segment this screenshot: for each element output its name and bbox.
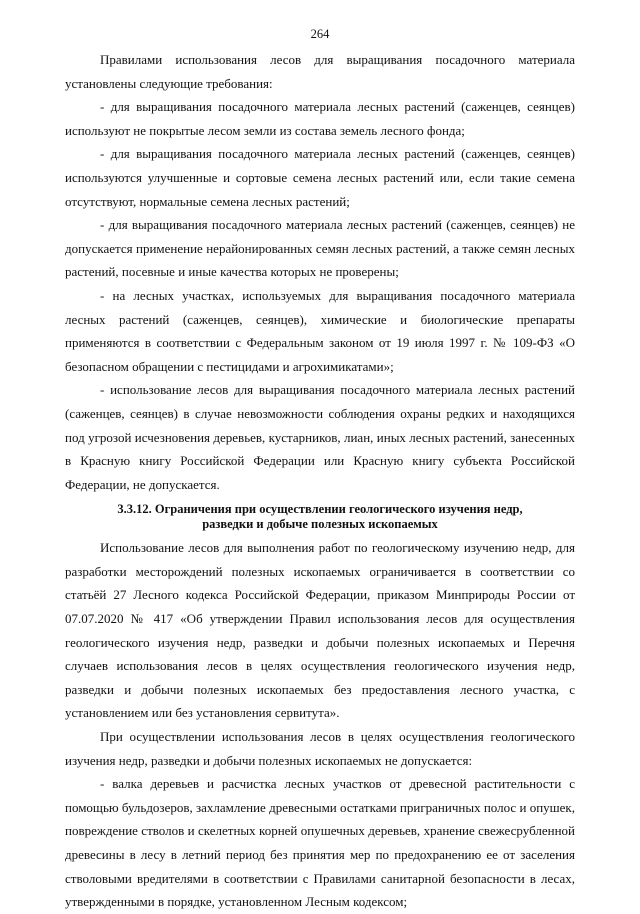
section-heading — [65, 502, 575, 532]
section-paragraph-1: Использование лесов для выполнения работ по геологическому изучению недр, для разработки месторождений полезных ископаемых ограничивается в соответствии со статьёй 27 Лесного кодекса Российской Федерации, приказом Минприроды России от 07.07.2020 № 417 «Об утверждении Правил использования лесов для осуществления геологического изучения недр, разведки и добычи полезных ископаемых и Перечня случаев использования лесов в целях осуществления геологического изучения недр, разведки и добычи полезных ископаемых без предоставления лесного участка, с установлением или без установления сервитута». — [65, 540, 575, 721]
section-heading-line-2: разведки и добыче полезных ископаемых — [202, 517, 438, 532]
requirement-item-3: - для выращивания посадочного материала лесных растений (саженцев, сеянцев) не допускается применение нерайонированных семян лесных растений, а также семян лесных растений, посевные и иные качества которых не проверены; — [65, 217, 575, 280]
section-heading-line-1: 3.3.12. Ограничения при осуществлении геологического изучения недр, — [117, 502, 523, 517]
requirement-item-2: - для выращивания посадочного материала лесных растений (саженцев, сеянцев) используются улучшенные и сортовые семена лесных растений или, если такие семена отсутствуют, нормальные семена лесных растений; — [65, 146, 575, 209]
requirement-item-4: - на лесных участках, используемых для выращивания посадочного материала лесных растений (саженцев, сеянцев), химические и биологические препараты применяются в соответствии с Федеральным законом от 19 июля 1997 г. № 109-ФЗ «О безопасном обращении с пестицидами и агрохимикатами»; — [65, 287, 575, 374]
section-paragraph-2: При осуществлении использования лесов в целях осуществления геологического изучения недр, разведки и добычи полезных ископаемых не допускается: — [65, 729, 575, 768]
restriction-item-1: - валка деревьев и расчистка лесных участков от древесной растительности с помощью бульдозеров, захламление древесными остатками приграничных полос и опушек, повреждение стволов и скелетных корней опушечных деревьев, хранение свежесрубленной древесины в лесу в летний период без принятия мер по предохранению ее от заселения стволовыми вредителями в соответствии с Правилами санитарной безопасности в лесах, утвержденными в порядке, установленном Лесным кодексом; — [65, 776, 575, 910]
requirement-item-5: - использование лесов для выращивания посадочного материала лесных растений (саженцев, сеянцев) в случае невозможности соблюдения охраны редких и находящихся под угрозой исчезновения деревьев, кустарников, лиан, иных лесных растений, занесенных в Красную книгу Российской Федерации или Красную книгу субъекта Российской Федерации, не допускается. — [65, 382, 575, 492]
page-number: 264 — [310, 27, 330, 41]
intro-paragraph: Правилами использования лесов для выращивания посадочного материала установлены следующие требования: — [65, 52, 575, 91]
page-content — [65, 48, 575, 914]
requirement-item-1: - для выращивания посадочного материала лесных растений (саженцев, сеянцев) используют не покрытые лесом земли из состава земель лесного фонда; — [65, 99, 575, 138]
